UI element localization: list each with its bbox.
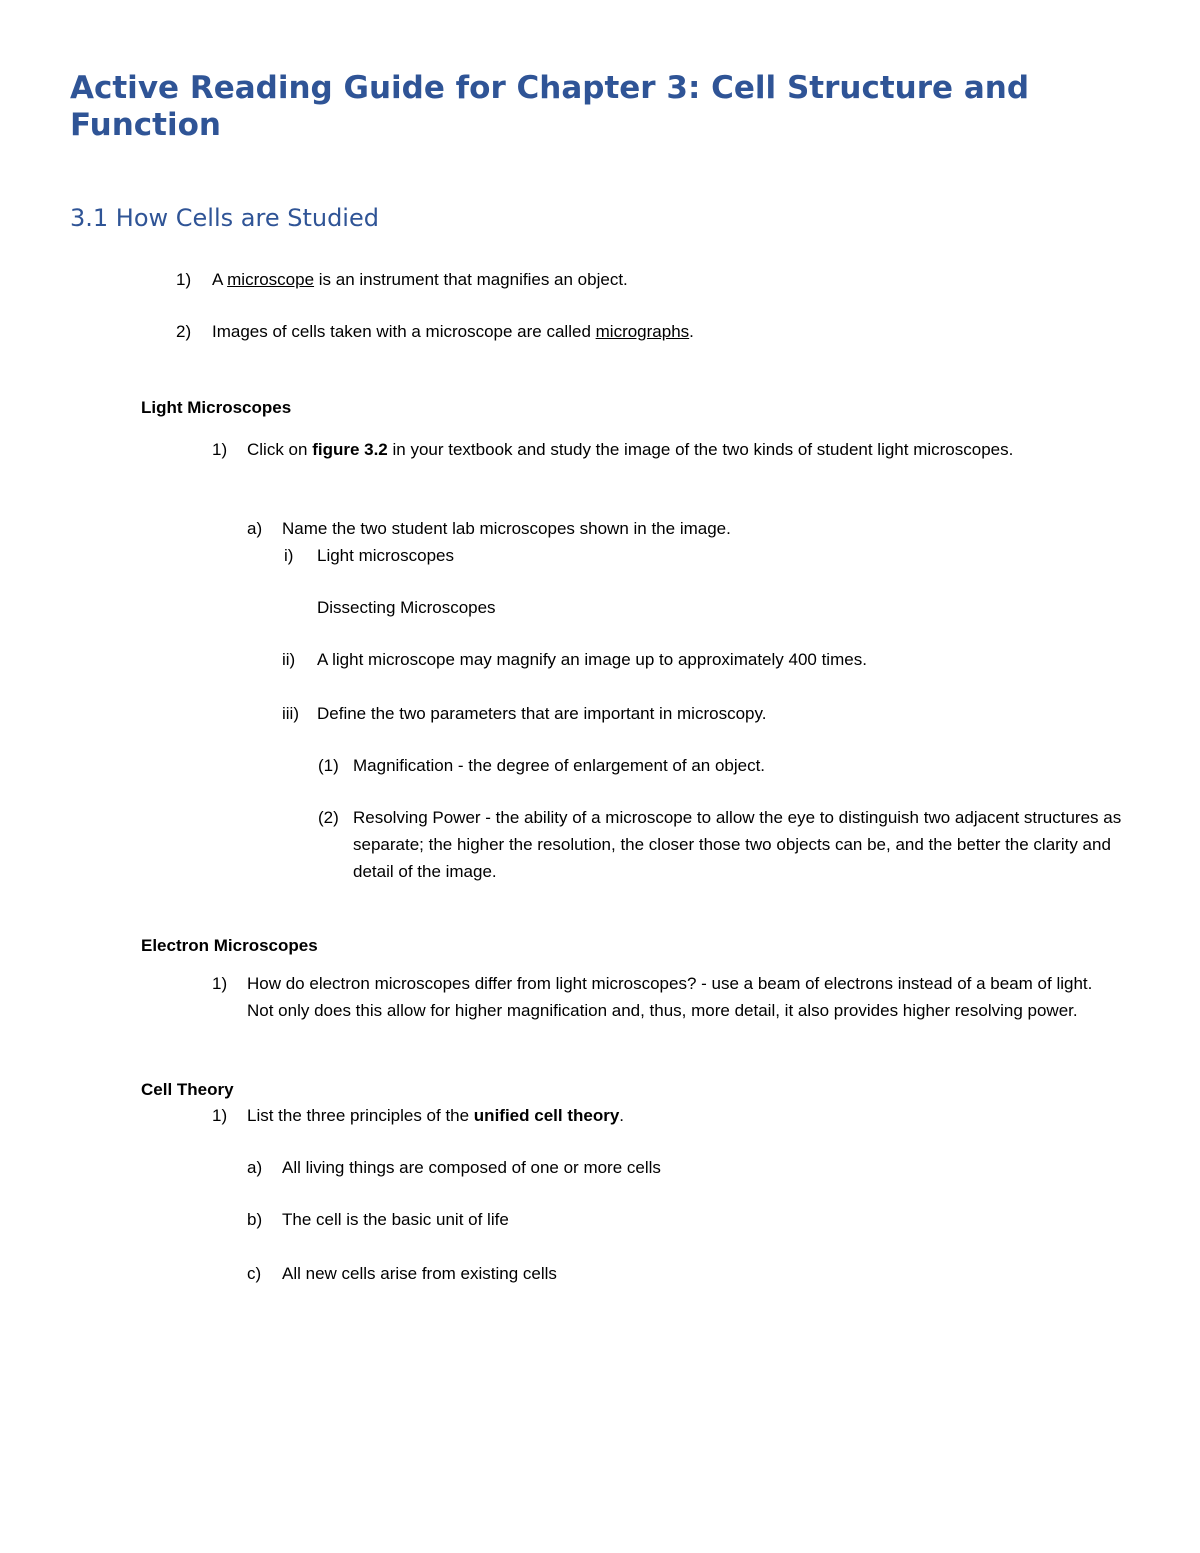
list-letter: a) [247,519,263,538]
list-item-text: A light microscope may magnify an image up to approximately 400 times. [317,650,867,669]
underlined-term: microscope [227,270,315,289]
list-letter: b) [247,1210,263,1229]
list-roman: i) [284,546,294,565]
list-roman: ii) [282,650,296,669]
list-roman: iii) [282,704,299,723]
list-item-text: Light microscopes [317,546,455,565]
list-number: 1) [212,1106,228,1125]
list-paren-number: (2) [318,808,339,827]
document-title: Active Reading Guide for Chapter 3: Cell Structure and Function [70,70,1030,143]
list-item-text: A microscope is an instrument that magnifies an object. [212,270,628,289]
section-heading: 3.1 How Cells are Studied [70,204,379,232]
list-number: 1) [212,440,228,459]
list-item-text: Define the two parameters that are important in microscopy. [317,704,767,723]
list-item-text: Images of cells taken with a microscope are called micrographs. [212,322,694,341]
list-item-text: Magnification - the degree of enlargement of an object. [353,756,766,775]
list-item-text: All new cells arise from existing cells [282,1264,557,1283]
list-item-text: Click on figure 3.2 in your textbook and study the image of the two kinds of student light microscopes. [247,440,1014,459]
list-number: 1) [212,974,228,993]
subheading-electron-microscopes: Electron Microscopes [141,936,318,955]
list-item-text: Resolving Power - the ability of a microscope to allow the eye to distinguish two adjacent structures as separate; the higher the resolution, the closer those two objects can be, and the better the clarity and detail of the image. [353,808,1122,881]
list-number: 1) [176,270,192,289]
list-item-text: All living things are composed of one or more cells [282,1158,661,1177]
list-item-text: How do electron microscopes differ from light microscopes? - use a beam of electrons instead of a beam of light. Not only does this allow for higher magnification and, thus, more detail, it also provides higher resolving power. [247,974,1093,1020]
underlined-term: micrographs [595,322,690,341]
list-letter: a) [247,1158,263,1177]
list-letter: c) [247,1264,262,1283]
list-item-text: Name the two student lab microscopes shown in the image. [282,519,731,538]
list-paren-number: (1) [318,756,339,775]
subheading-cell-theory: Cell Theory [141,1080,234,1099]
list-item-text: The cell is the basic unit of life [282,1210,509,1229]
list-number: 2) [176,322,192,341]
list-item-text: Dissecting Microscopes [317,598,496,617]
list-item-text: List the three principles of the unified cell theory. [247,1106,625,1125]
subheading-light-microscopes: Light Microscopes [141,398,292,417]
